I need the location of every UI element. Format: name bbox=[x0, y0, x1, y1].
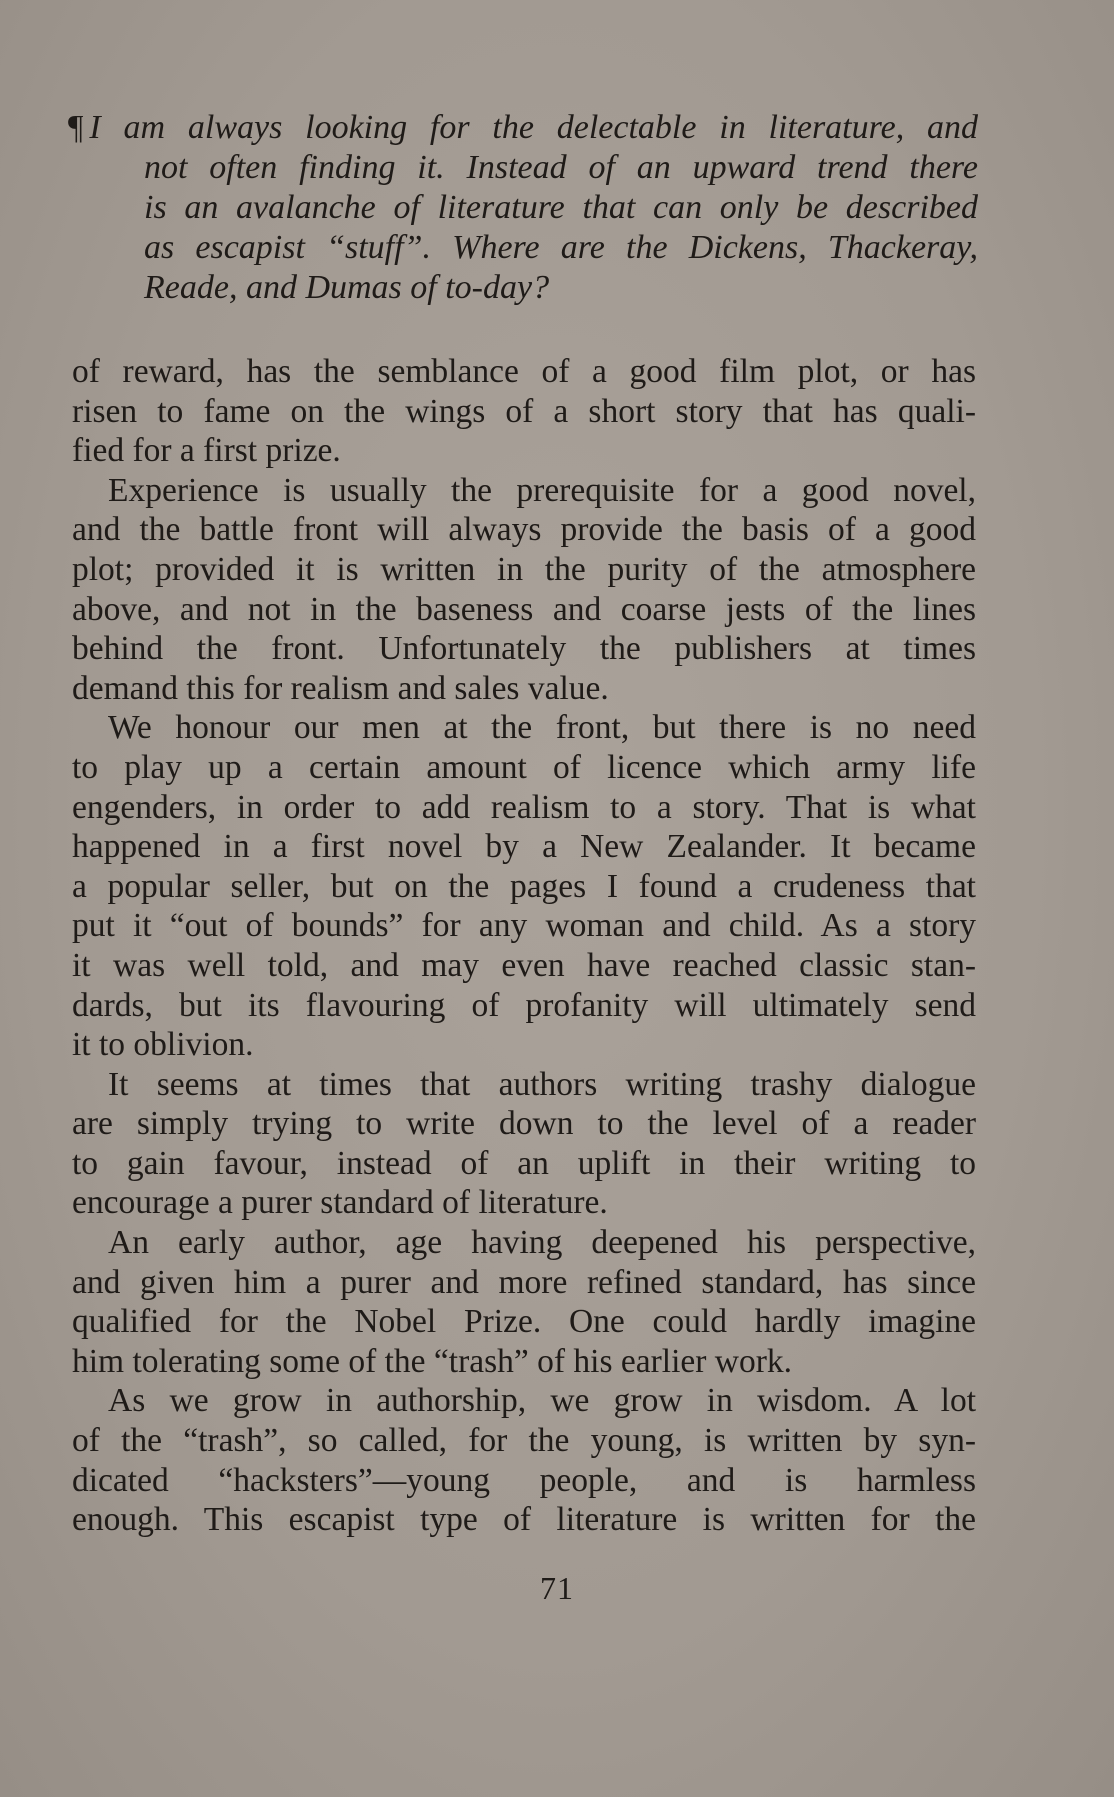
text-line: plot; provided it is written in the purity of the atmosphere bbox=[72, 550, 976, 588]
text-line: a popular seller, but on the pages I found a crudeness that bbox=[72, 867, 976, 905]
pull-quote-line-2: not often finding it. Instead of an upward trend there bbox=[144, 149, 978, 186]
text-line: engenders, in order to add realism to a story. That is what bbox=[72, 788, 976, 826]
text-line: behind the front. Unfortunately the publishers at times bbox=[72, 630, 976, 668]
pull-quote bbox=[68, 108, 978, 308]
pilcrow-mark: ¶ bbox=[68, 109, 84, 146]
text-line: encourage a purer standard of literature. bbox=[72, 1184, 608, 1222]
text-line: dards, but its flavouring of profanity will ultimately send bbox=[72, 986, 976, 1024]
text-line: qualified for the Nobel Prize. One could hardly imagine bbox=[72, 1303, 976, 1341]
text-line: happened in a first novel by a New Zealander. It became bbox=[72, 828, 976, 866]
pull-quote-line-5: Reade, and Dumas of to-day? bbox=[144, 269, 550, 306]
pull-quote-line-3: is an avalanche of literature that can only be described bbox=[144, 189, 978, 226]
text-line: An early author, age having deepened his perspective, bbox=[108, 1224, 976, 1262]
text-line: dicated “hacksters”—young people, and is harmless bbox=[72, 1461, 976, 1499]
body-text bbox=[72, 352, 976, 1540]
text-line: of the “trash”, so called, for the young, is written by syn- bbox=[72, 1422, 976, 1460]
text-line: to play up a certain amount of licence which army life bbox=[72, 748, 976, 786]
text-line: it to oblivion. bbox=[72, 1026, 254, 1064]
text-line: and the battle front will always provide the basis of a good bbox=[72, 511, 976, 549]
text-line: Experience is usually the prerequisite for a good novel, bbox=[108, 471, 976, 509]
text-line: We honour our men at the front, but there is no need bbox=[108, 709, 976, 747]
text-line: fied for a first prize. bbox=[72, 432, 341, 470]
text-line: it was well told, and may even have reached classic stan- bbox=[72, 946, 976, 984]
text-line: put it “out of bounds” for any woman and child. As a story bbox=[72, 907, 976, 945]
text-line: to gain favour, instead of an uplift in their writing to bbox=[72, 1144, 976, 1182]
text-line: As we grow in authorship, we grow in wisdom. A lot bbox=[108, 1382, 976, 1420]
text-line: demand this for realism and sales value. bbox=[72, 669, 609, 707]
text-line: It seems at times that authors writing trashy dialogue bbox=[108, 1065, 976, 1103]
pull-quote-line-4: as escapist “stuff”. Where are the Dickens, Thackeray, bbox=[144, 229, 978, 266]
page-number: 71 bbox=[540, 1570, 574, 1606]
text-line: enough. This escapist type of literature is written for the bbox=[72, 1501, 976, 1539]
text-line: of reward, has the semblance of a good film plot, or has bbox=[72, 353, 976, 390]
text-line: him tolerating some of the “trash” of his earlier work. bbox=[72, 1342, 793, 1380]
text-line: above, and not in the baseness and coarse jests of the lines bbox=[72, 590, 976, 628]
text-line: are simply trying to write down to the level of a reader bbox=[72, 1105, 976, 1143]
text-line: and given him a purer and more refined standard, has since bbox=[72, 1263, 976, 1301]
text-line: risen to fame on the wings of a short story that has quali- bbox=[72, 392, 976, 430]
pull-quote-line-1: ¶ I am always looking for the delectable in literature, and bbox=[68, 109, 978, 146]
